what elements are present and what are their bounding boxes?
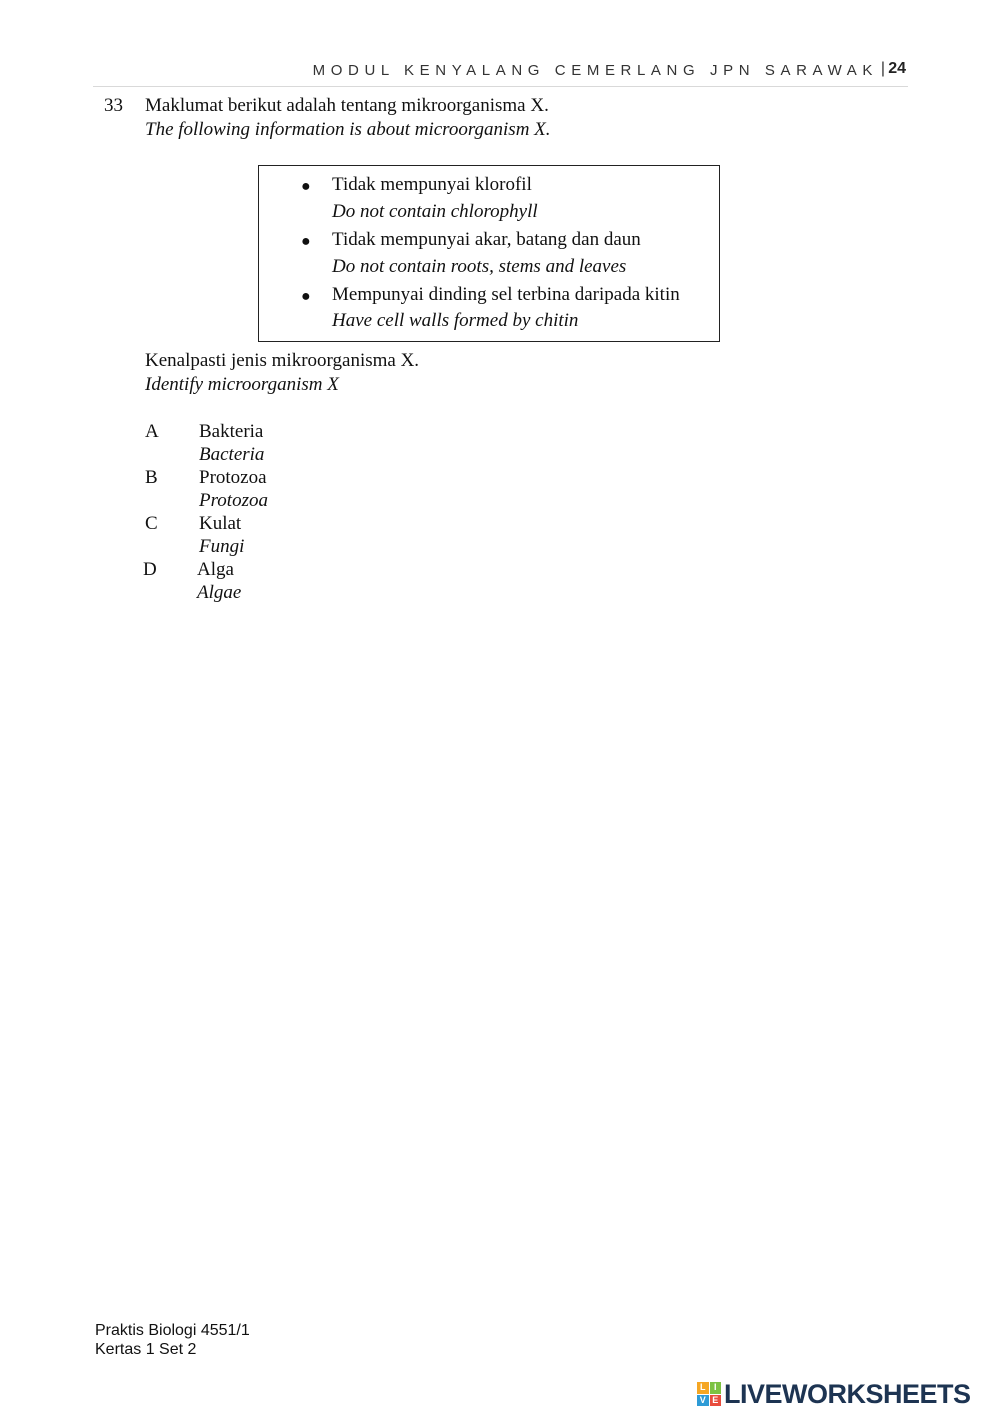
footer-course: Praktis Biologi 4551/1: [95, 1322, 250, 1339]
info-item-ms: Tidak mempunyai akar, batang dan daun: [332, 229, 641, 250]
info-box: [258, 165, 720, 342]
info-item-ms: Tidak mempunyai klorofil: [332, 174, 532, 195]
option-letter: B: [145, 467, 158, 488]
logo-text: LIVEWORKSHEETS: [724, 1378, 971, 1409]
prompt-en: Identify microorganism X: [145, 374, 339, 395]
option-letter: D: [143, 559, 157, 580]
option-label-en: Algae: [197, 582, 242, 603]
module-title: MODUL KENYALANG CEMERLANG JPN SARAWAK: [312, 62, 878, 79]
info-item-en: Have cell walls formed by chitin: [332, 310, 579, 331]
question-stem-ms: Maklumat berikut adalah tentang mikroorganisma X.: [145, 95, 549, 116]
bullet-icon: ●: [301, 233, 311, 250]
option-label-ms: Protozoa: [199, 467, 267, 488]
option-label-ms: Kulat: [199, 513, 242, 534]
page-number: 24: [888, 60, 906, 77]
question-stem-en: The following information is about microorganism X.: [145, 119, 551, 140]
bullet-icon: ●: [301, 288, 311, 305]
liveworksheets-logo: [697, 1379, 971, 1409]
option-label-en: Protozoa: [199, 490, 268, 511]
option-label-en: Bacteria: [199, 444, 265, 465]
prompt-ms: Kenalpasti jenis mikroorganisma X.: [145, 350, 420, 371]
info-item-en: Do not contain chlorophyll: [332, 201, 538, 222]
question-number: 33: [104, 95, 123, 116]
info-item-en: Do not contain roots, stems and leaves: [332, 256, 627, 277]
footer-paper: Kertas 1 Set 2: [95, 1341, 197, 1358]
option-label-ms: Bakteria: [199, 421, 264, 442]
option-label-en: Fungi: [199, 536, 245, 557]
page-header: [93, 60, 908, 87]
header-separator: |: [880, 60, 885, 77]
liveworksheets-icon: L I V E: [697, 1382, 721, 1406]
option-letter: C: [145, 513, 158, 534]
info-item-ms: Mempunyai dinding sel terbina daripada kitin: [332, 284, 680, 305]
bullet-icon: ●: [301, 178, 311, 195]
option-label-ms: Alga: [197, 559, 234, 580]
option-letter: A: [145, 421, 159, 442]
